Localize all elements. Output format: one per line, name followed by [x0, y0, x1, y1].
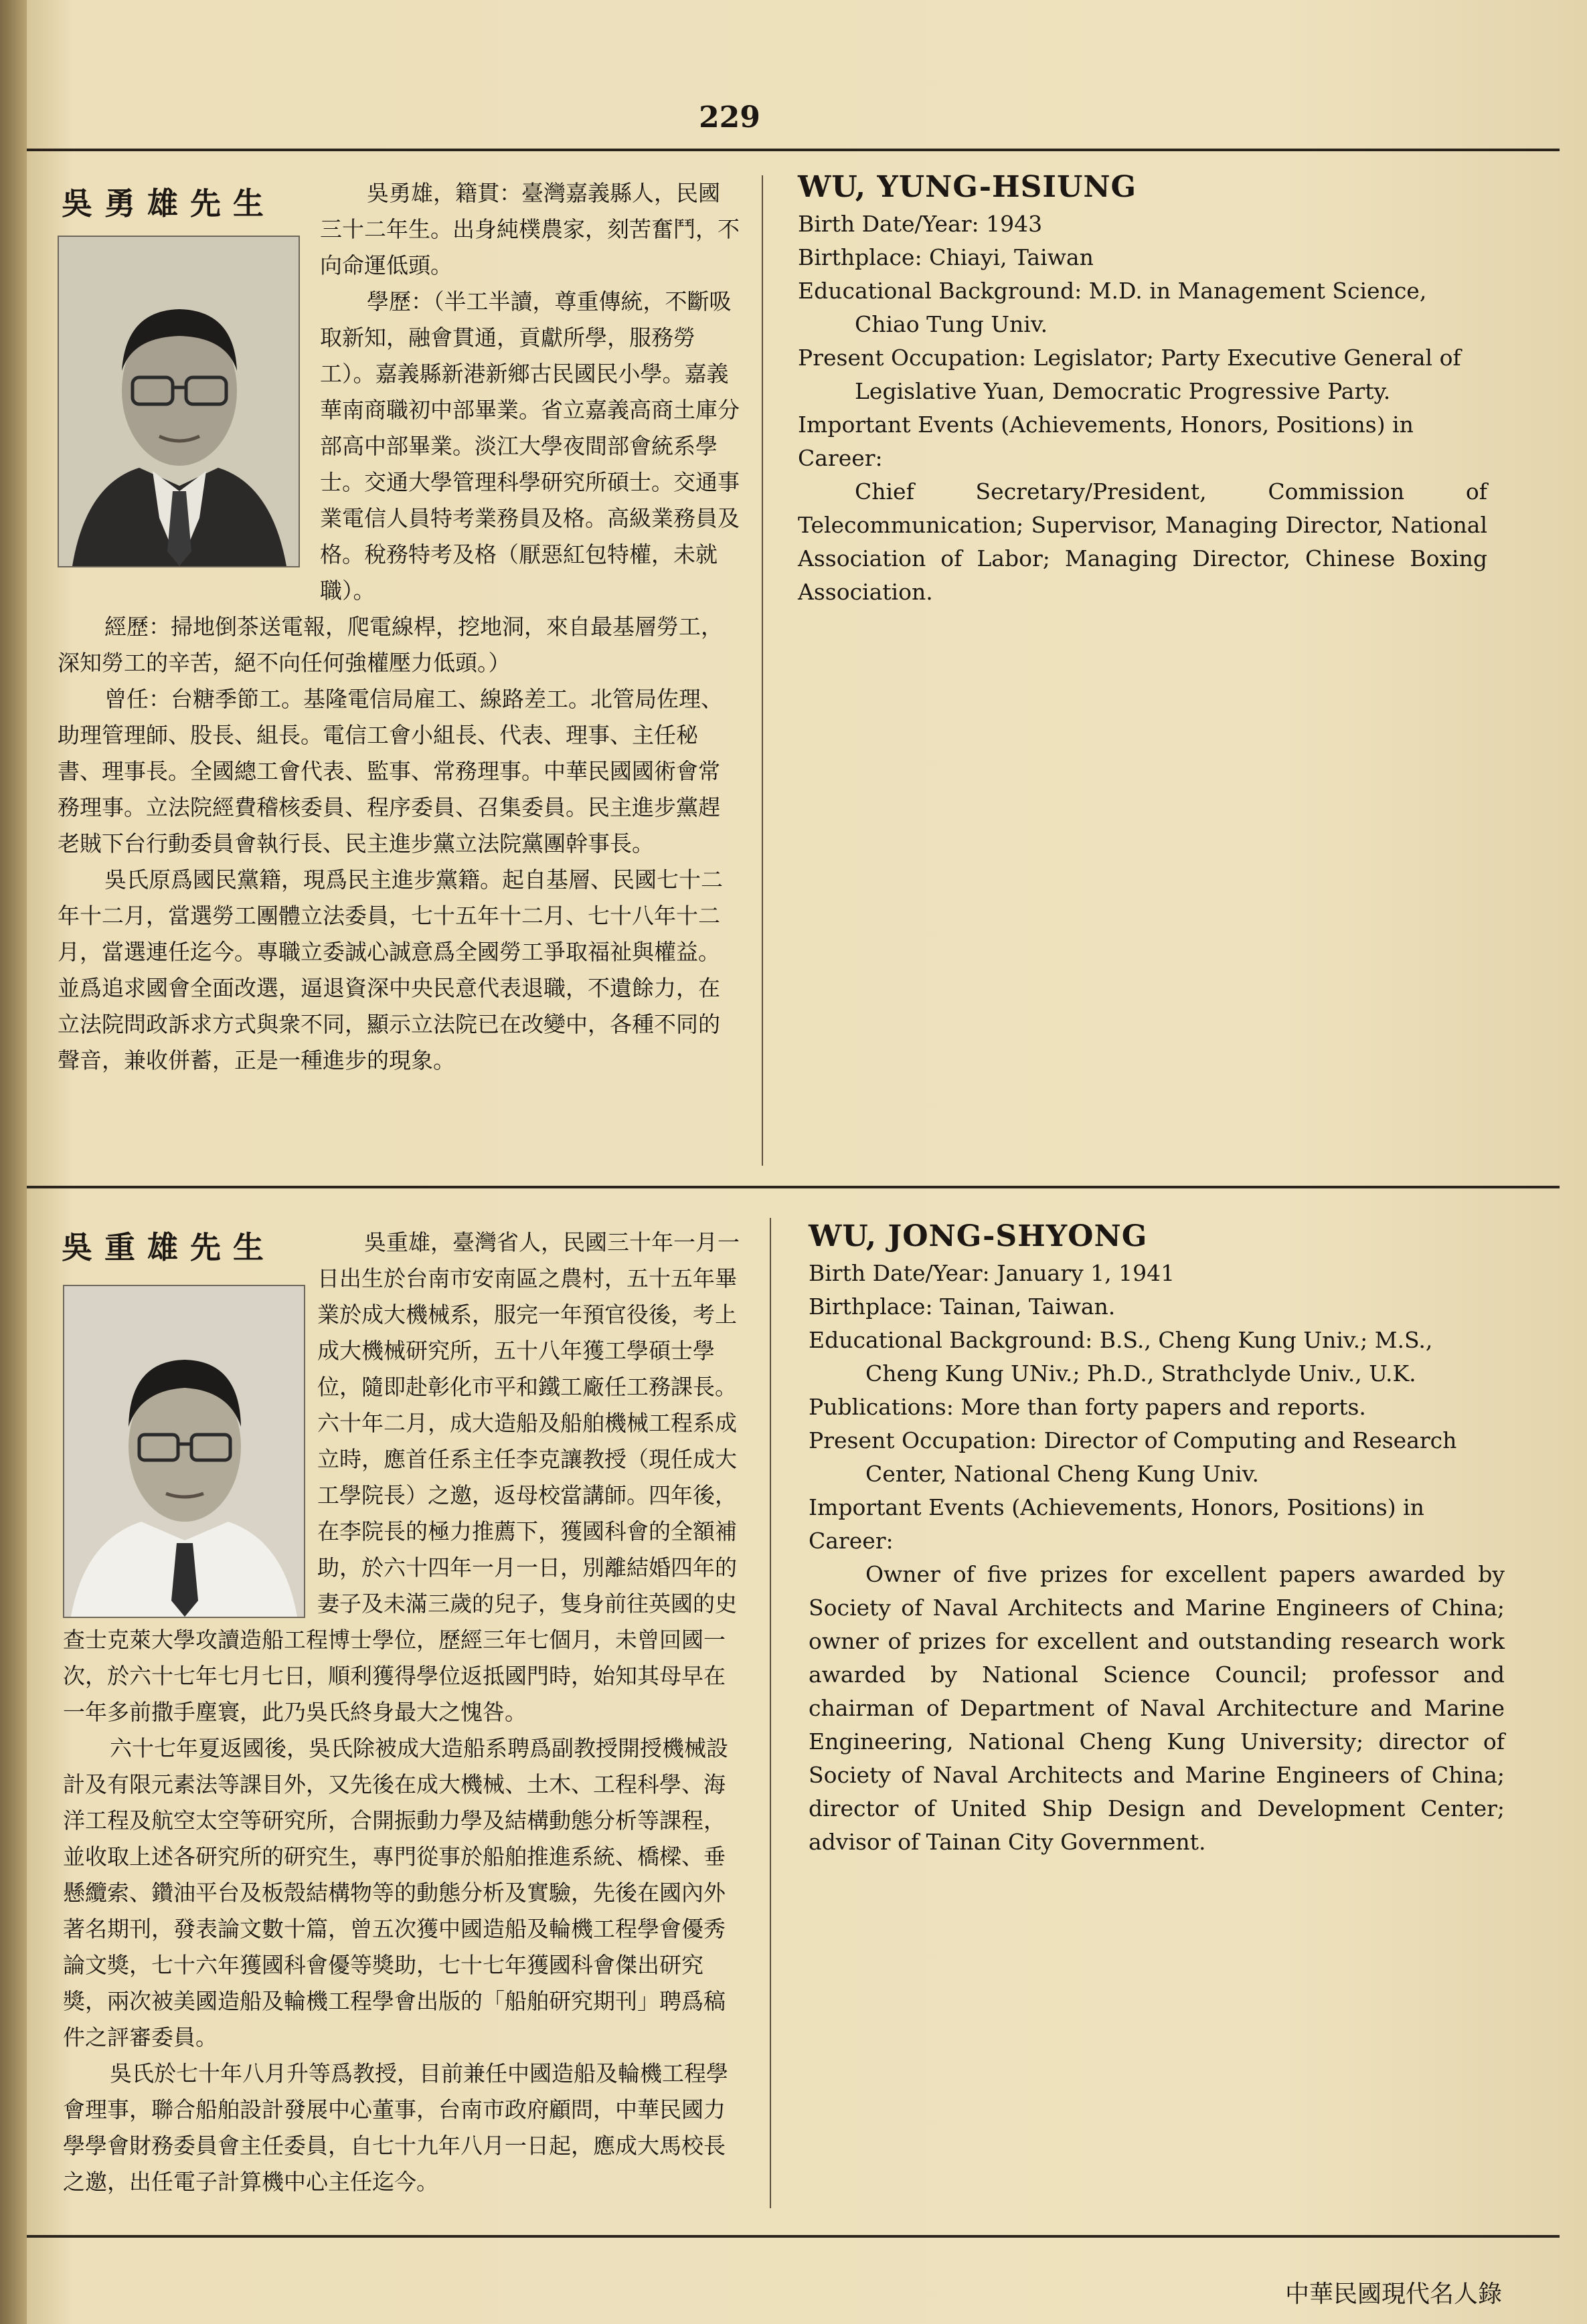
entry-2-photo-float — [63, 1225, 317, 1619]
entry-1-birthplace: Birthplace: Chiayi, Taiwan — [798, 244, 1094, 270]
entry-1-zh-para-3: 經歷：掃地倒茶送電報，爬電線桿，挖地洞，來自最基層勞工，深知勞工的辛苦，絕不向任何強權壓力低頭。） — [58, 614, 723, 676]
entry-2-occupation: Present Occupation: Director of Computing and Research Center, National Cheng Kung Univ. — [809, 1427, 1457, 1487]
book-title-footer: 中華民國現代名人錄 — [1285, 2281, 1503, 2308]
entry-1-zh-para-1: 吳勇雄，籍貫：臺灣嘉義縣人，民國三十二年生。出身純樸農家，刻苦奮鬥，不向命運低頭。 — [320, 180, 740, 278]
entry-2-publications: Publications: More than forty papers and reports. — [809, 1394, 1366, 1420]
page-number: 229 — [699, 100, 760, 135]
entry-1-zh-para-2: 學歷：（半工半讀，尊重傳統，不斷吸取新知，融會貫通，貢獻所學，服務勞工）。嘉義縣新港新鄉古民國民小學。嘉義華南商職初中部畢業。省立嘉義高商土庫分部高中部畢業。淡江大學夜間部會統系學士。交通大學管理科學研究所碩士。交通事業電信人員特考業務員及格。高級業務員及格。稅務特考及格（厭惡紅包特權，未就職）。 — [320, 288, 740, 604]
entry-2-events-heading: Important Events (Achievements, Honors, Positions) in Career: — [809, 1494, 1424, 1554]
entry-2-column-divider — [770, 1218, 771, 2208]
entry-1-name-en: WU, YUNG-HSIUNG — [798, 170, 1137, 204]
entry-1-occupation: Present Occupation: Legislator; Party Executive General of Legislative Yuan, Democratic Progressive Party. — [798, 345, 1461, 404]
bottom-rule — [27, 2235, 1560, 2238]
entry-1-column-divider — [762, 175, 763, 1166]
entry-2-zh-para-2: 六十七年夏返國後，吳氏除被成大造船系聘爲副教授開授機械設計及有限元素法等課目外，又先後在成大機械、土木、工程科學、海洋工程及航空太空等研究所，合開振動力學及結構動態分析等課程，並收取上述各研究所的研究生，專門從事於船舶推進系統、橋樑、垂懸纜索、鑽油平台及板殼結構物等的動態分析及實驗，先後在國內外著名期刊，發表論文數十篇，曾五次獲中國造船及輪機工程學會優秀論文獎，七十六年獲國科會優等獎助，七十七年獲國科會傑出研究獎，兩次被美國造船及輪機工程學會出版的「船舶研究期刊」聘爲稿件之評審委員。 — [63, 1735, 728, 2050]
entry-2-events: Owner of five prizes for excellent papers awarded by Society of Naval Architects and Marine Engineers of China; owner of prizes for excellent and outstanding research work awarded by National Science Council; professor and chairman of Department of Naval Architecture and Marine Engineering, National Cheng Kung University; director of Society of Naval Architects and Marine Engineers of China; director of United Ship Design and Development Center; advisor of Tainan City Government. — [809, 1561, 1505, 1855]
top-rule — [27, 149, 1560, 151]
entry-2-bio-en — [809, 1217, 1505, 1859]
entry-1-zh-para-5: 吳氏原爲國民黨籍，現爲民主進步黨籍。起自基層、民國七十二年十二月，當選勞工團體立法委員，七十五年十二月、七十八年十二月，當選連任迄今。專職立委誠心誠意爲全國勞工爭取福祉與權益。並爲追求國會全面改選，逼退資深中央民意代表退職，不遺餘力，在立法院問政訴求方式與衆不同，顯示立法院已在改變中，各種不同的聲音，兼收併蓄，正是一種進步的現象。 — [58, 867, 723, 1073]
entry-2-zh-para-1: 吳重雄，臺灣省人，民國三十年一月一日出生於台南市安南區之農村，五十五年畢業於成大機械系，服完一年預官役後，考上成大機械研究所，五十八年獲工學碩士學位，隨即赴彰化市平和鐵工廠任工務課長。六十年二月，成大造船及船舶機械工程系成立時，應首任系主任李克讓教授（現任成大工學院長）之邀，返母校當講師。四年後，在李院長的極力推薦下，獲國科會的全額補助，於六十四年一月一日，別離結婚四年的妻子及未滿三歲的兒子，隻身前往英國的史查士克萊大學攻讀造船工程博士學位，歷經三年七個月，未曾回國一次，於六十七年七月七日，順利獲得學位返抵國門時，始知其母早在一年多前撒手塵寰，此乃吳氏終身最大之愧咎。 — [63, 1229, 740, 1725]
entry-2-birthplace: Birthplace: Tainan, Taiwan. — [809, 1293, 1116, 1320]
entry-1-zh-para-4: 曾任：台糖季節工。基隆電信局雇工、線路差工。北管局佐理、助理管理師、股長、組長。電信工會小組長、代表、理事、主任秘書、理事長。全國總工會代表、監事、常務理事。中華民國國術會常務理事。立法院經費稽核委員、程序委員、召集委員。民主進步黨趕老賊下台行動委員會執行長、民主進步黨立法院黨團幹事長。 — [58, 686, 723, 857]
entry-2-zh-para-3: 吳氏於七十年八月升等爲教授，目前兼任中國造船及輪機工程學會理事，聯合船舶設計發展中心董事，台南市政府顧問，中華民國力學學會財務委員會主任委員，自七十九年八月一日起，應成大馬校長之邀，出任電子計算機中心主任迄今。 — [63, 2060, 728, 2195]
middle-rule — [27, 1186, 1560, 1188]
entry-1-education: Educational Background: M.D. in Management Science, Chiao Tung Univ. — [798, 278, 1427, 337]
entry-1-events: Chief Secretary/President, Commission of Telecommunication; Supervisor, Managing Director, National Association of Labor; Managing Director, Chinese Boxing Association. — [798, 478, 1487, 605]
entry-2-education: Educational Background: B.S., Cheng Kung Univ.; M.S., Cheng Kung UNiv.; Ph.D., Strathclyde Univ., U.K. — [809, 1327, 1433, 1387]
entry-2-bio-zh — [63, 1225, 746, 2200]
entry-1-photo-float — [58, 175, 320, 574]
entry-1-birth-date: Birth Date/Year: 1943 — [798, 211, 1043, 237]
book-spine-shadow — [0, 0, 27, 2324]
entry-2-birth-date: Birth Date/Year: January 1, 1941 — [809, 1260, 1175, 1286]
entry-1-events-heading: Important Events (Achievements, Honors, Positions) in Career: — [798, 412, 1414, 471]
entry-1-bio-zh — [58, 175, 740, 1079]
entry-2-name-en: WU, JONG-SHYONG — [809, 1219, 1148, 1253]
entry-1-name-zh: 吳勇雄先生 — [62, 185, 276, 221]
entry-1-bio-en — [798, 167, 1487, 609]
entry-2-name-zh: 吳重雄先生 — [62, 1229, 276, 1265]
